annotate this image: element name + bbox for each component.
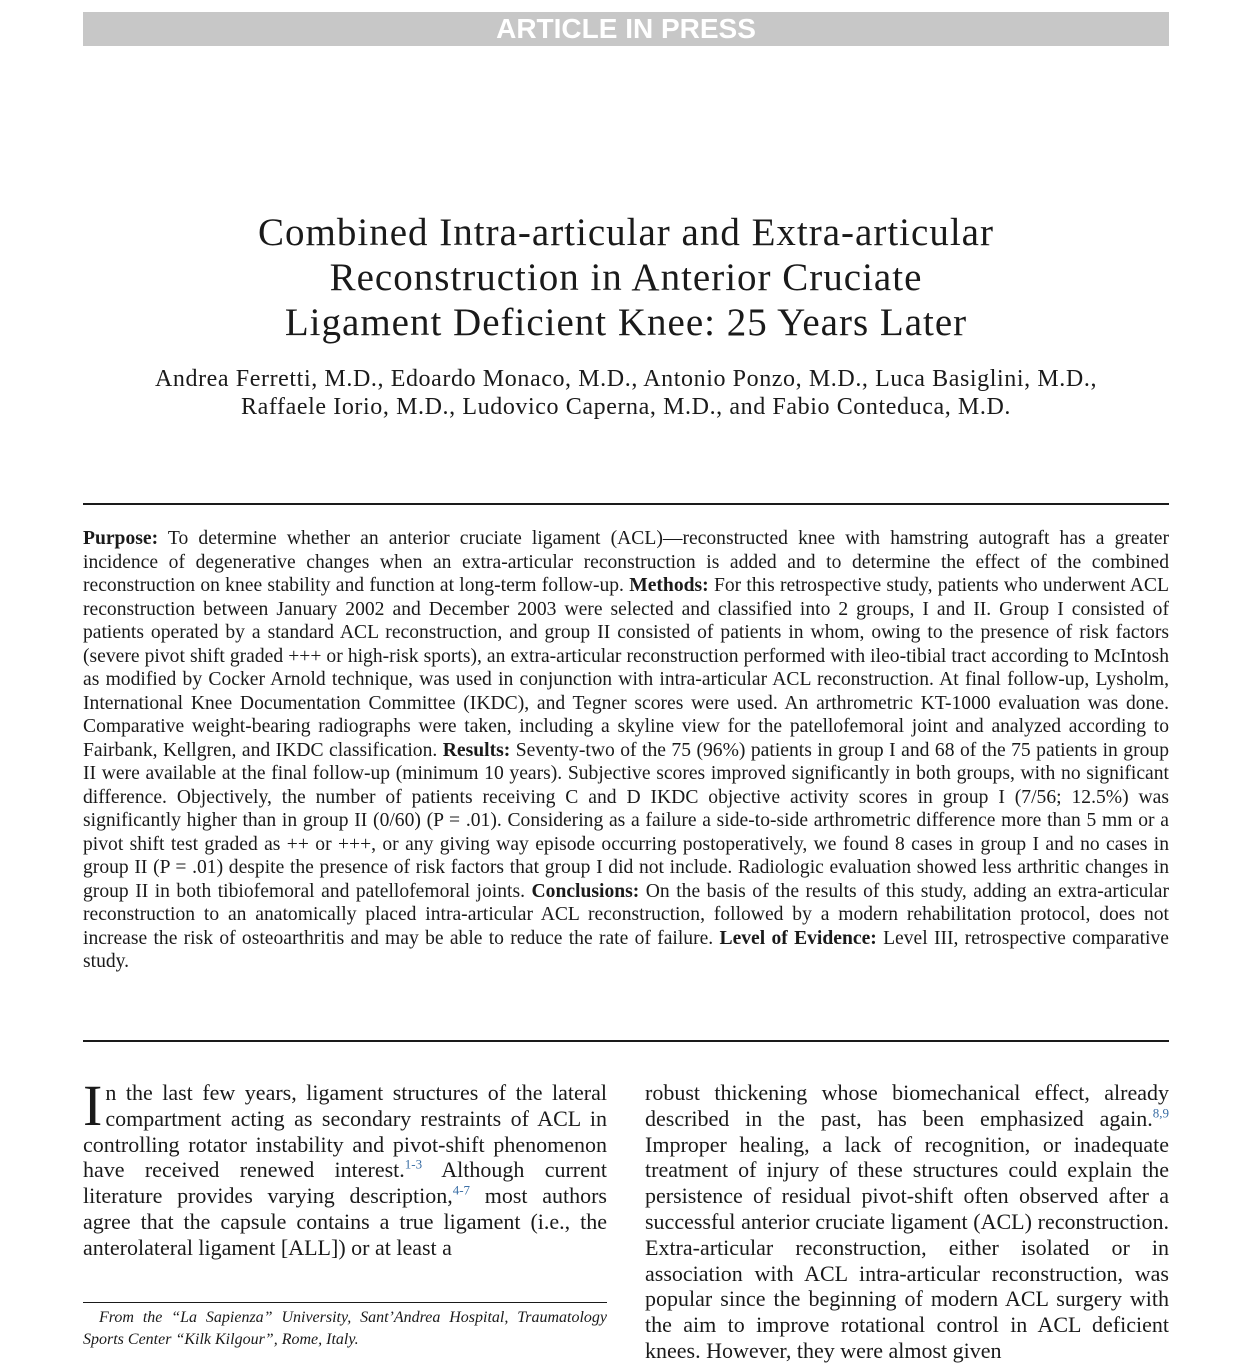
- author-list: [90, 365, 1162, 421]
- drop-cap: I: [83, 1073, 103, 1138]
- conclusions-label: Conclusions:: [531, 880, 640, 902]
- footnote-rule: [83, 1302, 607, 1303]
- abstract-top-rule: [83, 503, 1169, 505]
- methods-label: Methods:: [629, 575, 709, 596]
- results-text: Seventy-two of the 75 (96%) patients in group I and 68 of the 75 patients in group II were available at the final follow-up (minimum 10 years). Subjective scores improved significantly in both groups, with no significant difference. Objectively, the number of patients receiving C and D IKDC objective activity scores in group I (7/56; 12.5%) was significantly higher than in group II (0/60) (P = .01). Considering as a failure a side-to-side arthrometric difference more than 5 mm or a pivot shift test graded as ++ or +++, or any giving way episode occurring postoperatively, we found 8 cases in group I and no cases in group II (P = .01) despite the presence of risk factors that group I did not include. Radiologic evaluation showed less arthritic changes in group II in both tibiofemoral and patellofemoral joints.: [83, 739, 1169, 902]
- purpose-label: Purpose:: [83, 528, 159, 549]
- article-in-press-banner: ARTICLE IN PRESS: [83, 12, 1169, 46]
- results-label: Results:: [442, 739, 511, 761]
- article-title: [140, 210, 1112, 345]
- author-line: Andrea Ferretti, M.D., Edoardo Monaco, M.D., Antonio Ponzo, M.D., Luca Basiglini, M.D.,: [154, 366, 1098, 392]
- author-line: Raffaele Iorio, M.D., Ludovico Caperna, M.D., and Fabio Conteduca, M.D.: [241, 394, 1011, 420]
- body-text: n the last few years, ligament structures of the lateral compartment acting as secondary restraints of ACL in controlling rotator instability and pivot-shift phenomenon have received renewed interest.: [83, 1080, 607, 1183]
- purpose-text: To determine whether an anterior cruciate ligament (ACL)—reconstructed knee with hamstring autograft has a greater incidence of degenerative changes when an extra-articular reconstruction is added and to determine the effect of the combined reconstruction on knee stability and function at long-term follow-up.: [83, 528, 1169, 596]
- title-line: Reconstruction in Anterior Cruciate: [329, 256, 923, 299]
- citation-link[interactable]: 4-7: [452, 1182, 471, 1198]
- body-text: Improper healing, a lack of recognition, or inadequate treatment of injury of these structures could explain the persistence of residual pivot-shift often observed after a successful anterior cruciate ligament (ACL) reconstruction. Extra-articular reconstruction, either isolated or in association with ACL intra-articular reconstruction, was popular since the beginning of modern ACL surgery with the aim to improve rotational control in ACL deficient knees. However, they were almost given: [645, 1131, 1169, 1363]
- footnote-text: From the “La Sapienza” University, Sant’Andrea Hospital, Traumatology Sports Center “Kilk Kilgour”, Rome, Italy.: [83, 1309, 607, 1348]
- methods-text: For this retrospective study, patients who underwent ACL reconstruction between January 2002 and December 2003 were selected and classified into 2 groups, I and II. Group I consisted of patients operated by a standard ACL reconstruction, and group II consisted of patients in whom, owing to the presence of risk factors (severe pivot shift graded +++ or high-risk sports), an extra-articular reconstruction performed with ileo-tibial tract according to McIntosh as modified by Cocker Arnold technique, was used in conjunction with intra-articular ACL reconstruction. At final follow-up, Lysholm, International Knee Documentation Committee (IKDC), and Tegner scores were used. An arthrometric KT-1000 evaluation was done. Comparative weight-bearing radiographs were taken, including a skyline view for the patellofemoral joint and analyzed according to Fairbank, Kellgren, and IKDC classification.: [83, 575, 1169, 761]
- body-text: Although current literature provides varying description,: [83, 1157, 607, 1209]
- conclusions-text: On the basis of the results of this study, adding an extra-articular reconstruction to an anatomically placed intra-articular ACL reconstruction, followed by a modern rehabilitation protocol, does not increase the risk of osteoarthritis and may be able to reduce the rate of failure.: [83, 880, 1169, 949]
- abstract: [83, 527, 1169, 974]
- affiliation-footnote: [83, 1307, 607, 1351]
- evidence-label: Level of Evidence:: [719, 927, 877, 949]
- title-line: Ligament Deficient Knee: 25 Years Later: [284, 301, 968, 344]
- citation-link[interactable]: 1-3: [404, 1157, 423, 1173]
- body-left-column: [83, 1073, 607, 1261]
- abstract-bottom-rule: [83, 1040, 1169, 1042]
- body-right-column: [645, 1080, 1169, 1364]
- title-line: Combined Intra-articular and Extra-articular: [258, 211, 994, 254]
- evidence-text: Level III, retrospective comparative study.: [83, 927, 1169, 972]
- body-text: most authors agree that the capsule contains a true ligament (i.e., the anterolateral ligament [ALL]) or at least a: [83, 1183, 607, 1260]
- body-text: robust thickening whose biomechanical effect, already described in the past, has been emphasized again.: [645, 1080, 1169, 1131]
- citation-link[interactable]: 8,9: [1152, 1105, 1169, 1121]
